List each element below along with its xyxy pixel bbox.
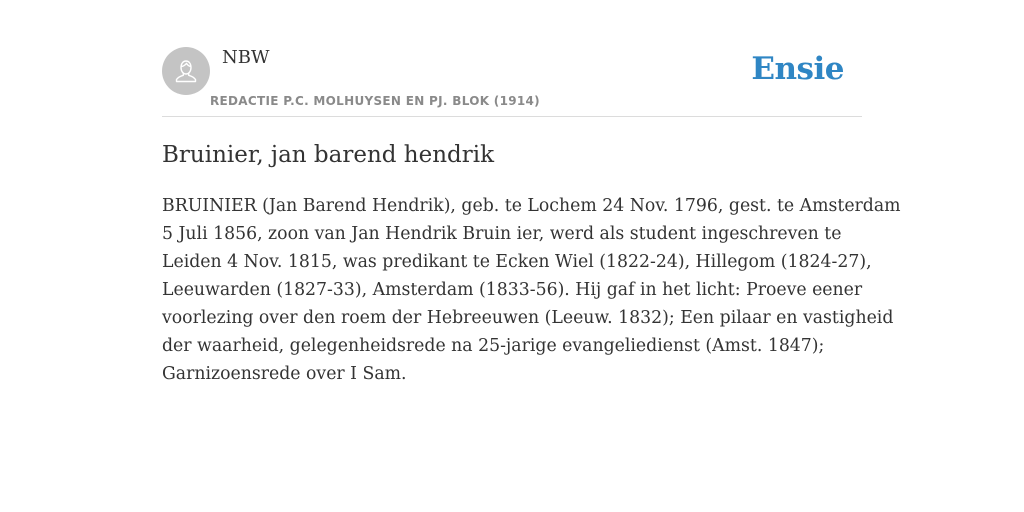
article-body-line: Garnizoensrede over I Sam. bbox=[162, 364, 407, 384]
user-icon bbox=[171, 56, 201, 86]
article-body bbox=[162, 192, 901, 388]
article-title: Bruinier, jan barend hendrik bbox=[162, 142, 495, 168]
article-body-line: der waarheid, gelegenheidsrede na 25-jarige evangeliedienst (Amst. 1847); bbox=[162, 336, 825, 356]
source-name[interactable]: NBW bbox=[222, 47, 270, 68]
article-body-line: BRUINIER (Jan Barend Hendrik), geb. te Lochem 24 Nov. 1796, gest. te Amsterdam bbox=[162, 196, 901, 216]
page bbox=[162, 0, 901, 384]
source-header bbox=[162, 0, 862, 117]
source-subtitle: REDACTIE P.C. MOLHUYSEN EN PJ. BLOK (1914) bbox=[210, 94, 540, 108]
avatar[interactable] bbox=[162, 47, 210, 95]
article-body-line: Leeuwarden (1827-33), Amsterdam (1833-56). Hij gaf in het licht: Proeve eener bbox=[162, 280, 863, 300]
article-body-line: 5 Juli 1856, zoon van Jan Hendrik Bruin ier, werd als student ingeschreven te bbox=[162, 224, 842, 244]
article-body-line: voorlezing over den roem der Hebreeuwen (Leeuw. 1832); Een pilaar en vastigheid bbox=[162, 308, 894, 328]
ensie-logo[interactable]: Ensie bbox=[751, 51, 844, 87]
article-body-line: Leiden 4 Nov. 1815, was predikant te Ecken Wiel (1822-24), Hillegom (1824-27), bbox=[162, 252, 872, 272]
